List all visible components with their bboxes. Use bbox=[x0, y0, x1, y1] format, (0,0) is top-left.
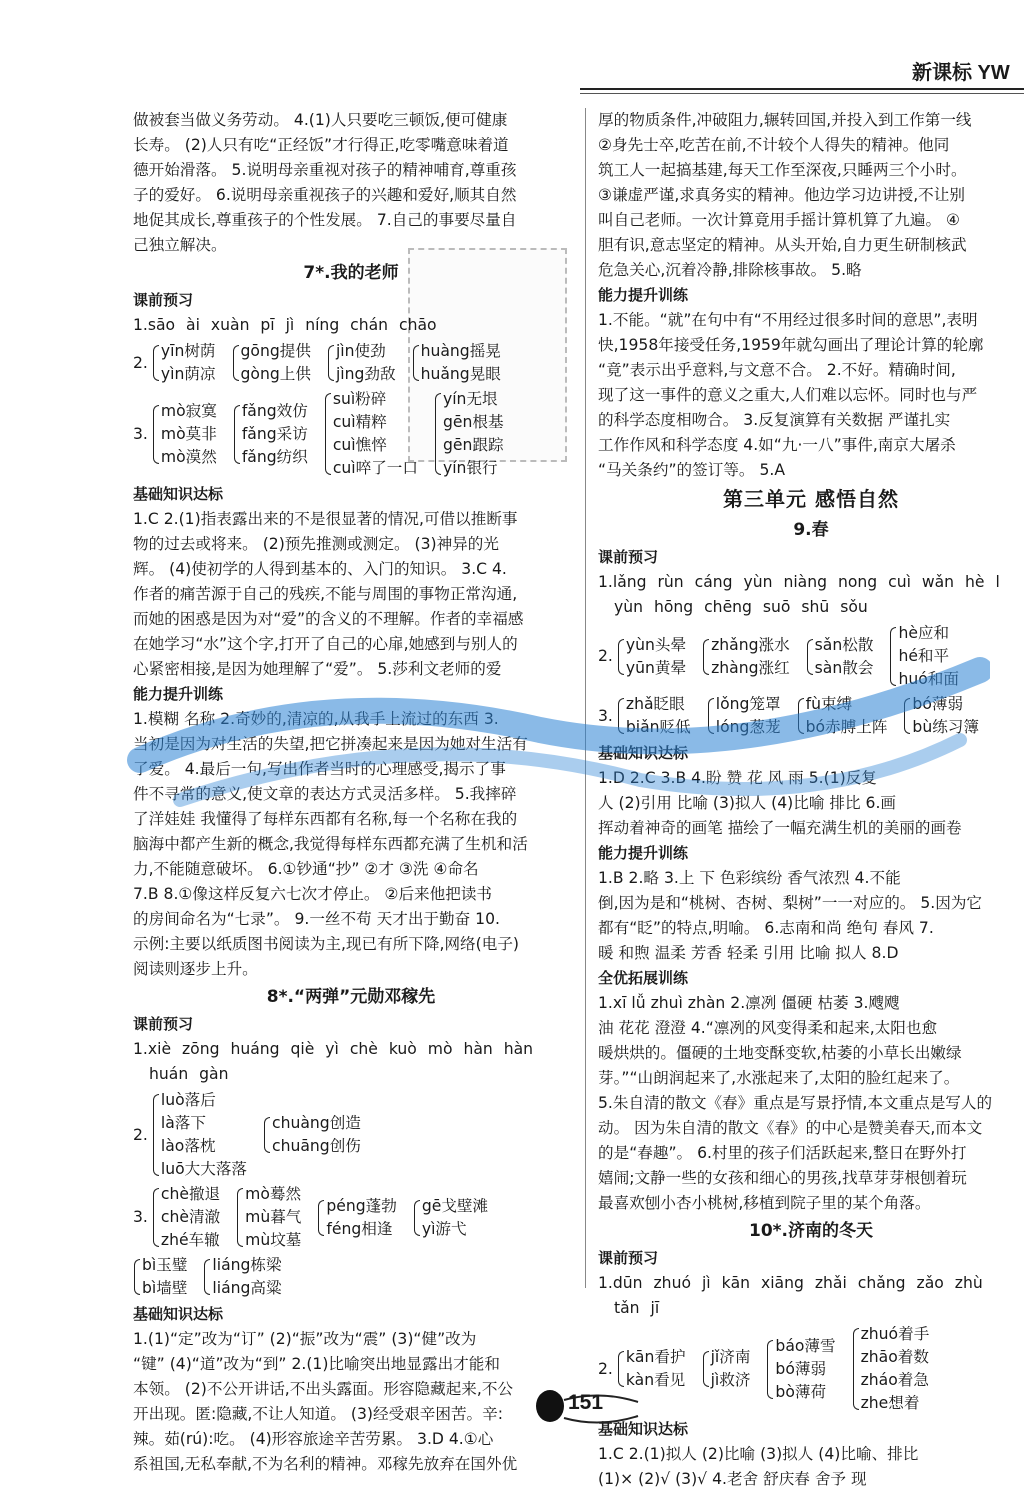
pinyin-bracket bbox=[152, 1089, 247, 1181]
pinyin-bracket bbox=[236, 1183, 301, 1252]
pinyin-bracket bbox=[766, 1335, 835, 1404]
section-heading: 课前预习 bbox=[598, 548, 659, 566]
bracket-entry: suì粉碎 bbox=[332, 390, 387, 408]
text-line: 1.C 2.(1)拟人 (2)比喻 (3)拟人 (4)比喻、排比 bbox=[598, 1445, 919, 1463]
pinyin-line: tǎn jī bbox=[614, 1299, 660, 1317]
text-line: 长寿。 (2)人只有吃“正经饭”才行得正,吃零嘴意味着道 bbox=[133, 136, 509, 154]
text-line: 叫自己老师。一次计算竟用手摇计算机算了九遍。 ④ bbox=[598, 211, 960, 229]
bracket-entry: gē戈壁滩 bbox=[421, 1196, 489, 1215]
text-line: 芽。”“山朗润起来了,水涨起来了,太阳的脸红起来了。 bbox=[598, 1069, 960, 1087]
answer-block bbox=[598, 308, 1024, 483]
bracket-entry: fù束缚 bbox=[805, 695, 853, 713]
pinyin-bracket bbox=[617, 634, 686, 680]
bracket-entry: mò蓦然 bbox=[245, 1185, 302, 1203]
item-number: 2. bbox=[598, 1359, 613, 1378]
text-line: 脑海中都产生新的概念,我觉得每样东西都充满了生机和活 bbox=[133, 835, 528, 853]
bracket-entry: zhe想着 bbox=[860, 1394, 920, 1412]
bracket-entry: liáng高粱 bbox=[212, 1279, 282, 1297]
bracket-entry: zhāo着数 bbox=[860, 1348, 929, 1366]
bracket-entry: sǎn松散 bbox=[814, 635, 874, 654]
text-line: 1.B 2.略 3.上 下 色彩缤纷 香气浓烈 4.不能 bbox=[598, 869, 901, 887]
bracket-entry: liáng栋梁 bbox=[212, 1256, 282, 1274]
text-line: 地促其成长,尊重孩子的个性发展。 7.自己的事要尽量自 bbox=[133, 211, 517, 229]
item-number: 2. bbox=[133, 1125, 148, 1144]
bracket-entry: mù坟墓 bbox=[245, 1231, 302, 1249]
pinyin-bracket bbox=[852, 1323, 930, 1415]
section-heading: 能力提升训练 bbox=[598, 286, 689, 304]
bracket-entry: chè撤退 bbox=[160, 1185, 221, 1203]
pinyin-line: 1.xiè zōng huáng qiè yì chè kuò mò hàn hàn bbox=[133, 1040, 534, 1058]
text-line: 胆有识,意志坚定的精神。从头开始,自力更生研制核武 bbox=[598, 236, 967, 254]
pinyin-bracket bbox=[903, 693, 979, 739]
pinyin-bracket bbox=[412, 340, 501, 386]
pinyin-bracket bbox=[233, 400, 308, 469]
bracket-entry: mù暮气 bbox=[245, 1208, 302, 1226]
answer-block bbox=[598, 1442, 1024, 1492]
item-number: 3. bbox=[133, 424, 148, 443]
page-number: 151 bbox=[568, 1391, 604, 1414]
answer-block bbox=[598, 766, 1024, 841]
text-line: 动。 因为朱自清的散文《春》的中心是赞美春天,而本文 bbox=[598, 1119, 983, 1137]
text-line: 人 (2)引用 比喻 (3)拟人 (4)比喻 排比 6.画 bbox=[598, 794, 897, 812]
header-rule-thin bbox=[580, 93, 1024, 94]
text-line: 阅读则逐步上升。 bbox=[133, 960, 258, 978]
pinyin-bracket bbox=[152, 1183, 220, 1252]
right-column bbox=[598, 108, 1024, 1492]
text-line: 件不寻常的意义,使文章的表达方式灵活多样。 5.我摔碎 bbox=[133, 785, 517, 803]
lesson-title: 10*.济南的冬天 bbox=[748, 1221, 873, 1241]
bracket-entry: lào落枕 bbox=[160, 1137, 216, 1155]
bracket-entry: kān看护 bbox=[625, 1348, 686, 1366]
bracket-entry: jìn使劲 bbox=[335, 342, 386, 360]
bracket-entry: mò莫非 bbox=[160, 424, 217, 443]
text-line: 本领。 (2)不公开讲话,不出头露面。形容隐藏起来,不公 bbox=[133, 1380, 514, 1398]
answer-group bbox=[598, 1323, 1024, 1415]
bracket-entry: yùn头晕 bbox=[625, 635, 687, 654]
left-intro bbox=[133, 108, 569, 258]
item-number: 2. bbox=[598, 647, 613, 665]
pinyin-bracket bbox=[152, 340, 216, 386]
pinyin-bracket bbox=[232, 340, 311, 386]
section-heading: 课前预习 bbox=[133, 291, 194, 309]
section-heading: 基础知识达标 bbox=[598, 1420, 689, 1438]
answer-block bbox=[133, 507, 569, 682]
bracket-entry: jìng劲敌 bbox=[335, 365, 396, 383]
text-line: 挥动着神奇的画笔 描绘了一幅充满生机的美丽的画卷 bbox=[598, 819, 962, 837]
text-line: 的房间命名为“七录”。 9.一丝不苟 天才出于勤奋 10. bbox=[133, 910, 500, 928]
bracket-entry: báo薄雪 bbox=[775, 1336, 836, 1355]
text-line: 作者的痛苦源于自己的残疾,不能与周围的事物正常沟通, bbox=[133, 585, 518, 603]
pinyin-line: yùn hōng chēng suō shū sǒu bbox=[614, 598, 868, 616]
section-heading: 课前预习 bbox=[133, 1015, 194, 1033]
item-number: 3. bbox=[598, 706, 613, 725]
bracket-entry: huó和面 bbox=[898, 670, 959, 688]
text-line: “竟”表示出乎意料,与文意不合。 2.不好。精确时间, bbox=[598, 361, 956, 379]
bracket-entry: hé和平 bbox=[898, 647, 950, 665]
bracket-entry: zhǎ眨眼 bbox=[625, 695, 685, 713]
text-line: 在她学习“水”这个字,打开了自己的心扉,她感到与别人的 bbox=[133, 635, 518, 653]
bracket-entry: luò落后 bbox=[160, 1091, 216, 1109]
text-line: 筑工人一起搞基建,每天工作至深夜,只睡两三个小时。 bbox=[598, 161, 967, 179]
text-line: 的是“春趣”。 6.村里的孩子们活跃起来,整日在野外打 bbox=[598, 1144, 967, 1162]
text-line: 暖烘烘的。僵硬的土地变酥变软,枯萎的小草长出嫩绿 bbox=[598, 1044, 962, 1062]
bracket-entry: chè清澈 bbox=[160, 1208, 221, 1226]
text-line: 危急关心,沉着冷静,排除核事故。 5.略 bbox=[598, 261, 862, 279]
bracket-entry: yì游弋 bbox=[421, 1219, 467, 1238]
pinyin-bracket bbox=[889, 622, 959, 691]
text-line: 最喜欢刨小杏小桃树,移植到院子里的某个角落。 bbox=[598, 1194, 931, 1212]
text-line: “键” (4)“道”改为“到” 2.(1)比喻突出地显露出才能和 bbox=[133, 1355, 500, 1373]
pinyin-bracket bbox=[617, 693, 691, 739]
bracket-entry: péng蓬勃 bbox=[326, 1196, 397, 1215]
pinyin-line: 1.lǎng rùn cáng yùn niàng nong cuì wǎn hè l bbox=[598, 573, 1000, 591]
answer-block bbox=[133, 1327, 569, 1477]
answer-block bbox=[133, 707, 569, 982]
bracket-entry: huǎng晃眼 bbox=[420, 365, 501, 383]
bracket-entry: bó薄弱 bbox=[775, 1359, 827, 1378]
pinyin-bracket bbox=[327, 340, 396, 386]
section-heading: 基础知识达标 bbox=[133, 1305, 224, 1323]
bracket-entry: fǎng纺织 bbox=[241, 447, 308, 466]
text-line: 1.C 2.(1)指表露出来的不是很显著的情况,可借以推断事 bbox=[133, 510, 518, 528]
text-line: 辉。 (4)使初学的人得到基本的、入门的知识。 3.C 4. bbox=[133, 560, 507, 578]
answer-group bbox=[598, 693, 1024, 739]
unit-title: 第三单元 感悟自然 bbox=[723, 487, 899, 511]
bracket-entry: bù练习簿 bbox=[912, 718, 979, 736]
text-line: 倒,因为是和“桃树、杏树、梨树”一一对应的。 5.因为它 bbox=[598, 894, 983, 912]
bracket-entry: chuāng创伤 bbox=[272, 1137, 361, 1155]
text-line: 当初是因为对生活的失望,把它拼凑起来是因为她对生活有 bbox=[133, 735, 528, 753]
text-line: 了爱。 4.最后一句,写出作者当时的心理感受,揭示了事 bbox=[133, 760, 506, 778]
section-heading: 基础知识达标 bbox=[133, 485, 224, 503]
text-line: “马关条约”的签订等。 5.A bbox=[598, 461, 786, 479]
pinyin-line: 1.sāo ài xuàn pī jì níng chán chāo bbox=[133, 316, 437, 334]
text-line: 现了这一事件的意义之重大,人们难以忘怀。同时也与严 bbox=[598, 386, 978, 404]
text-line: 子的爱好。 6.说明母亲重视孩子的兴趣和爱好,顺其自然 bbox=[133, 186, 517, 204]
bracket-entry: jǐ济南 bbox=[710, 1348, 751, 1366]
text-line: 德开始滑落。 5.说明母亲重视对孩子的精神哺育,尊重孩 bbox=[133, 161, 517, 179]
text-line: 心紧密相接,是因为她理解了“爱”。 5.莎利文老师的爱 bbox=[133, 660, 502, 678]
text-line: 快,1958年接受任务,1959年就勾画出了理论计算的轮廓 bbox=[598, 336, 984, 354]
pinyin-bracket bbox=[203, 1254, 281, 1300]
text-line: 嬉闹;文静一些的女孩和细心的男孩,找草芽芽根刨着玩 bbox=[598, 1169, 967, 1187]
bracket-entry: gēn根基 bbox=[443, 413, 504, 431]
pinyin-bracket bbox=[702, 634, 790, 680]
bracket-entry: gēn跟踪 bbox=[443, 436, 504, 454]
text-line: 的科学态度相吻合。 3.反复演算有关数据 严谨扎实 bbox=[598, 411, 951, 429]
section-heading: 能力提升训练 bbox=[598, 844, 689, 862]
lesson-title: 8*.“两弹”元勋邓稼先 bbox=[266, 987, 436, 1007]
bracket-entry: féng相逢 bbox=[326, 1219, 393, 1238]
section-heading: 能力提升训练 bbox=[133, 685, 224, 703]
text-line: 系祖国,无私奉献,不为名利的精神。邓稼先放弃在国外优 bbox=[133, 1455, 518, 1473]
pinyin-bracket bbox=[317, 1195, 396, 1241]
bracket-entry: sàn散会 bbox=[814, 658, 874, 677]
answer-group bbox=[133, 1089, 569, 1181]
pinyin-bracket bbox=[806, 634, 874, 680]
bracket-entry: mò寂寞 bbox=[160, 401, 217, 420]
lesson-title: 7*.我的老师 bbox=[303, 263, 399, 283]
bracket-entry: zhé车辙 bbox=[160, 1231, 220, 1249]
text-line: 了洋娃娃 我懂得了每样东西都有名称,每一个名称在我的 bbox=[133, 810, 518, 828]
bracket-entry: cuì啐了一口 bbox=[332, 459, 418, 477]
answer-group bbox=[133, 388, 569, 480]
bracket-entry: zhuó着手 bbox=[860, 1325, 930, 1343]
text-line: 5.朱自清的散文《春》重点是写景抒情,本文重点是写人的 bbox=[598, 1094, 993, 1112]
bracket-entry: yìn荫凉 bbox=[160, 365, 216, 383]
pinyin-bracket bbox=[324, 388, 418, 480]
column-divider bbox=[585, 108, 586, 1288]
bracket-entry: bó赤膊上阵 bbox=[805, 718, 888, 736]
bracket-entry: luō大大落落 bbox=[160, 1160, 248, 1178]
text-line: 辣。茹(rú):吃。 (4)形容旅途辛苦劳累。 3.D 4.①心 bbox=[133, 1430, 494, 1448]
text-line: 都有“眨”的特点,明喻。 6.志南和尚 绝句 春风 7. bbox=[598, 919, 934, 937]
pinyin-bracket bbox=[702, 1346, 751, 1392]
answer-block bbox=[598, 991, 1024, 1216]
text-line: 而她的困惑是因为对“爱”的含义的不理解。作者的幸福感 bbox=[133, 610, 524, 628]
pinyin-bracket bbox=[263, 1112, 361, 1158]
bracket-entry: fǎng效仿 bbox=[241, 401, 308, 420]
item-number: 2. bbox=[133, 353, 148, 372]
bracket-entry: yīn树荫 bbox=[160, 342, 216, 360]
answer-group bbox=[133, 1183, 569, 1252]
text-line: 开出现。匿:隐藏,不让人知道。 (3)经受艰辛困苦。辛: bbox=[133, 1405, 503, 1423]
bracket-entry: bì墙壁 bbox=[142, 1279, 188, 1297]
text-line: 示例:主要以纸质图书阅读为主,现已有所下降,网络(电子) bbox=[133, 935, 519, 953]
bracket-entry: lóng葱茏 bbox=[715, 718, 781, 736]
header-rule bbox=[580, 88, 1024, 90]
text-line: 1.(1)“定”改为“订” (2)“振”改为“震” (3)“健”改为 bbox=[133, 1330, 477, 1348]
right-intro bbox=[598, 108, 1024, 283]
text-line: 工作作风和科学态度 4.如“九·一八”事件,南京大屠杀 bbox=[598, 436, 956, 454]
bracket-entry: bó薄弱 bbox=[912, 695, 964, 713]
text-line: 1.D 2.C 3.B 4.盼 赞 花 风 雨 5.(1)反复 bbox=[598, 769, 877, 787]
text-line: 7.B 8.①像这样反复六七次才停止。 ②后来他把读书 bbox=[133, 885, 493, 903]
answer-group bbox=[133, 340, 569, 386]
pinyin-line: 1.dūn zhuó jì kān xiāng zhǎi chǎng zǎo zhù bbox=[598, 1274, 983, 1292]
pinyin-bracket bbox=[797, 693, 888, 739]
bracket-entry: lǒng笼罩 bbox=[715, 695, 781, 713]
header-tag: 新课标 YW bbox=[912, 62, 1010, 84]
pinyin-line: huán gàn bbox=[149, 1065, 229, 1083]
answer-group bbox=[133, 1254, 569, 1300]
lesson-title: 9.春 bbox=[793, 520, 829, 540]
section-heading: 课前预习 bbox=[598, 1249, 659, 1267]
bracket-entry: bì玉璧 bbox=[142, 1256, 188, 1274]
answer-group bbox=[598, 622, 1024, 691]
bracket-entry: chuàng创造 bbox=[272, 1114, 361, 1132]
bracket-entry: zháo着急 bbox=[860, 1371, 929, 1389]
bracket-entry: zhǎng涨水 bbox=[711, 635, 790, 654]
text-line: 1.不能。“就”在句中有“不用经过很多时间的意思”,表明 bbox=[598, 311, 978, 329]
text-line: 厚的物质条件,冲破阻力,辗转回国,并投入到工作第一线 bbox=[598, 111, 972, 129]
pinyin-bracket bbox=[133, 1254, 187, 1300]
text-line: 做被套当做义务劳动。 4.(1)人只要吃三顿饭,便可健康 bbox=[133, 111, 508, 129]
bracket-entry: là落下 bbox=[160, 1114, 206, 1132]
bracket-entry: jì救济 bbox=[710, 1371, 751, 1389]
bracket-entry: yín无垠 bbox=[443, 390, 498, 408]
bracket-entry: cuì精粹 bbox=[332, 413, 387, 431]
pinyin-bracket bbox=[152, 400, 217, 469]
text-line: 油 花花 澄澄 4.“凛冽的风变得柔和起来,太阳也愈 bbox=[598, 1019, 938, 1037]
bracket-entry: bò薄荷 bbox=[775, 1382, 827, 1401]
left-column bbox=[133, 108, 569, 1477]
bracket-entry: gōng提供 bbox=[240, 342, 311, 360]
section-heading: 全优拓展训练 bbox=[598, 969, 689, 987]
bracket-entry: zhàng涨红 bbox=[711, 658, 790, 677]
bracket-entry: hè应和 bbox=[898, 624, 950, 642]
item-number: 3. bbox=[133, 1208, 148, 1226]
pinyin-bracket bbox=[707, 693, 781, 739]
section-heading: 基础知识达标 bbox=[598, 744, 689, 762]
text-line: ③谦虚严谨,求真务实的精神。他边学习边讲授,不让别 bbox=[598, 186, 965, 204]
bracket-entry: biǎn贬低 bbox=[625, 718, 691, 736]
answer-block bbox=[598, 866, 1024, 966]
text-line: 力,不能随意破坏。 6.①钞通“抄” ②才 ③洗 ④命名 bbox=[133, 860, 479, 878]
text-line: 物的过去或将来。 (2)预先推测或测定。 (3)神异的光 bbox=[133, 535, 499, 553]
bracket-entry: kàn看见 bbox=[625, 1371, 686, 1389]
text-line: 己独立解决。 bbox=[133, 236, 227, 254]
pinyin-bracket bbox=[413, 1195, 488, 1241]
bracket-entry: mò漠然 bbox=[160, 447, 217, 466]
bracket-entry: huàng摇晃 bbox=[420, 342, 501, 360]
text-line: (1)× (2)√ (3)√ 4.老舍 舒庆春 舍予 现 bbox=[598, 1470, 867, 1488]
text-line: ②身先士卒,吃苦在前,不计较个人得失的精神。他同 bbox=[598, 136, 950, 154]
bracket-entry: yūn黄晕 bbox=[625, 658, 687, 677]
bracket-entry: cuì憔悴 bbox=[332, 436, 387, 454]
text-line: 暖 和煦 温柔 芳香 轻柔 引用 比喻 拟人 8.D bbox=[598, 944, 899, 962]
text-line: 1.xī lǚ zhuì zhàn 2.凛冽 僵硬 枯萎 3.飕飕 bbox=[598, 994, 900, 1012]
text-line: 1.模糊 名称 2.奇妙的,清凉的,从我手上流过的东西 3. bbox=[133, 710, 499, 728]
bracket-entry: fǎng采访 bbox=[241, 424, 308, 443]
bracket-entry: yín银行 bbox=[443, 459, 498, 477]
bracket-entry: gòng上供 bbox=[240, 365, 311, 383]
pinyin-bracket bbox=[434, 388, 504, 480]
